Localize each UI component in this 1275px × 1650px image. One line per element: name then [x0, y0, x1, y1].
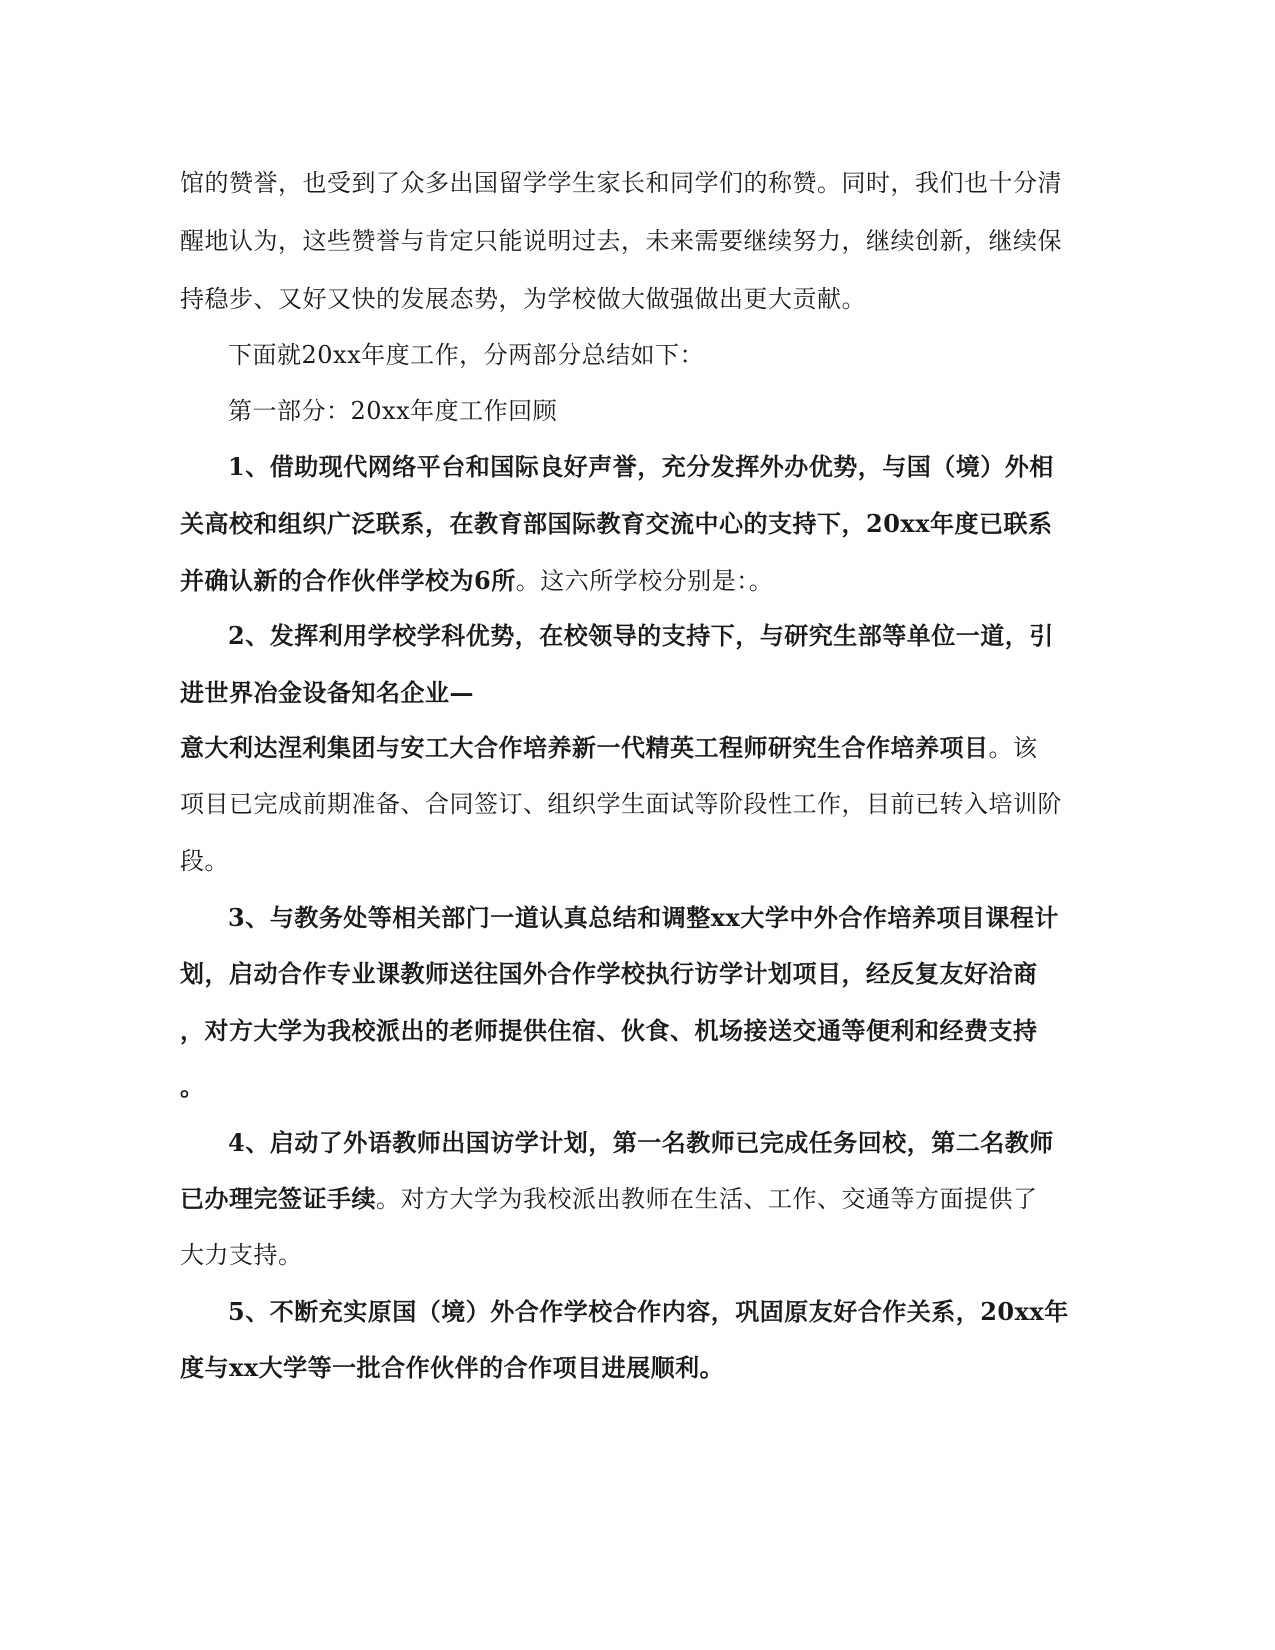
text-line: ，对方大学为我校派出的老师提供住宿、伙食、机场接送交通等便利和经费支持: [180, 1016, 1038, 1045]
text-line: 4、启动了外语教师出国访学计划，第一名教师已完成任务回校，第二名教师: [228, 1128, 1054, 1157]
text-line: 3、与教务处等相关部门一道认真总结和调整xx大学中外合作培养项目课程计: [228, 903, 1059, 932]
part-one-heading: 第一部分：20xx年度工作回顾: [228, 397, 558, 425]
text-line: [180, 566, 773, 596]
text-line: 进世界冶金设备知名企业—: [180, 678, 474, 707]
plain-text: 。该: [988, 734, 1038, 762]
text-line: [180, 1184, 1038, 1214]
text-line: 醒地认为，这些赞誉与肯定只能说明过去，未来需要继续努力，继续创新，继续保: [180, 227, 1062, 255]
text-line: 2、发挥利用学校学科优势，在校领导的支持下，与研究生部等单位一道，引: [228, 621, 1054, 650]
bold-text: 并确认新的合作伙伴学校为6所: [180, 566, 516, 595]
text-line: 馆的赞誉，也受到了众多出国留学学生家长和同学们的称赞。同时，我们也十分清: [180, 169, 1062, 197]
text-line: 关高校和组织广泛联系，在教育部国际教育交流中心的支持下，20xx年度已联系: [180, 509, 1053, 538]
text-line: 度与xx大学等一批合作伙伴的合作项目进展顺利。: [180, 1353, 725, 1382]
bold-text: 意大利达涅利集团与安工大合作培养新一代精英工程师研究生合作培养项目: [180, 733, 989, 762]
text-line: 。: [180, 1072, 205, 1101]
text-line: 持稳步、又好又快的发展态势，为学校做大做强做出更大贡献。: [180, 285, 866, 313]
bold-text: 已办理完签证手续: [180, 1184, 376, 1213]
document-page: [180, 0, 1069, 1650]
text-line: 大力支持。: [180, 1241, 303, 1269]
text-line: 项目已完成前期准备、合同签订、组织学生面试等阶段性工作，目前已转入培训阶: [180, 790, 1062, 818]
plain-text: 。对方大学为我校派出教师在生活、工作、交通等方面提供了: [376, 1185, 1038, 1213]
text-line: 5、不断充实原国（境）外合作学校合作内容，巩固原友好合作关系，20xx年: [228, 1297, 1069, 1326]
plain-text: 。这六所学校分别是：。: [515, 567, 774, 595]
text-line: [180, 733, 1038, 763]
text-line: 段。: [180, 847, 229, 875]
text-line: 划，启动合作专业课教师送往国外合作学校执行访学计划项目，经反复友好洽商: [180, 959, 1038, 988]
text-line: 1、借助现代网络平台和国际良好声誉，充分发挥外办优势，与国（境）外相: [228, 452, 1054, 481]
summary-line: 下面就20xx年度工作，分两部分总结如下：: [228, 341, 705, 369]
